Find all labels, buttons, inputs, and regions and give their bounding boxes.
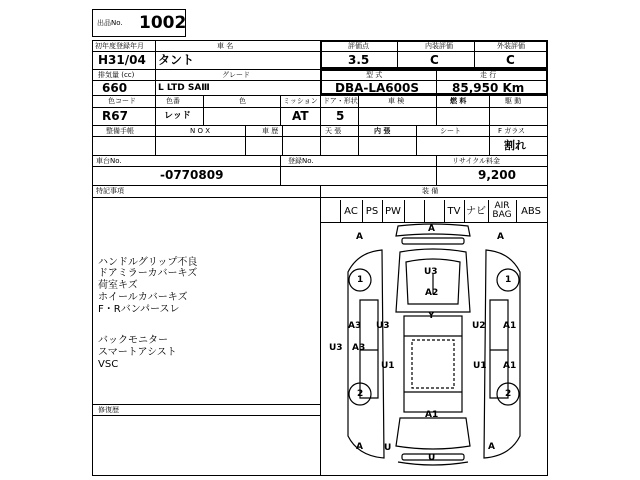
equipment-airbag: AIR BAG	[488, 200, 517, 222]
score-header: 評価点	[348, 42, 369, 50]
score-value: 3.5	[348, 53, 370, 67]
displacement-value: 660	[102, 81, 128, 95]
damage-mark: U3	[424, 267, 438, 277]
seat-header: シート	[440, 127, 461, 135]
fuel-header: 燃 料	[450, 97, 467, 105]
doors-header: ドア・形状	[323, 97, 358, 105]
equipment-navi: ナビ	[464, 200, 489, 222]
damage-mark: U3	[329, 343, 343, 353]
damage-mark: A	[356, 442, 363, 452]
damage-mark: U	[384, 443, 392, 453]
lot-box	[92, 9, 186, 37]
nox-header: N O X	[190, 127, 210, 135]
color-code-header: 色コード	[108, 97, 136, 105]
reg-year-value: H31/04	[98, 53, 146, 67]
roof-header: 天 張	[325, 127, 342, 135]
equipment-ac: AC	[340, 200, 363, 222]
mileage-value: 85,950 Km	[452, 81, 525, 95]
grade-value: L LTD SAⅢ	[158, 83, 210, 93]
model-value: DBA-LA600S	[335, 81, 419, 95]
note-line: F・Rバンパースレ	[98, 304, 180, 315]
recycle-value: 9,200	[478, 168, 516, 182]
mileage-header: 走 行	[480, 71, 497, 79]
maintenance-header: 整備手帳	[106, 127, 134, 135]
exterior-value: C	[506, 53, 515, 67]
note-line: VSC	[98, 359, 119, 370]
color-header: 色	[239, 97, 246, 105]
color-code-value: R67	[102, 109, 128, 123]
damage-mark: A	[356, 232, 363, 242]
equipment-tv: TV	[444, 200, 465, 222]
exterior-header: 外装評価	[497, 42, 525, 50]
damage-mark: A1	[503, 361, 517, 371]
lot-label: 出品No.	[97, 19, 123, 27]
repair-header: 修復歴	[98, 406, 119, 414]
chassis-value: -0770809	[160, 168, 224, 182]
notes-header: 特記事項	[96, 187, 124, 195]
reg-no-header: 登録No.	[288, 157, 314, 165]
damage-mark: 2	[505, 389, 512, 399]
damage-mark: U	[428, 453, 436, 463]
color-value: レッド	[164, 111, 191, 121]
damage-mark: A	[428, 224, 435, 234]
damage-mark: 2	[357, 389, 364, 399]
interior-header: 内装評価	[425, 42, 453, 50]
damage-mark: U1	[381, 361, 395, 371]
equipment-ps: PS	[362, 200, 383, 222]
note-line: ハンドルグリップ不良	[98, 257, 198, 268]
lot-number: 1002	[139, 13, 187, 33]
damage-mark: U3	[376, 321, 390, 331]
inner-cover-header: 内 張	[374, 127, 391, 135]
car-name-value: タント	[158, 53, 195, 67]
damage-mark: U2	[472, 321, 486, 331]
chassis-header: 車台No.	[96, 157, 122, 165]
damage-mark: A3	[348, 321, 362, 331]
equipment-empty-1	[404, 200, 425, 222]
note-line: バックモニター	[98, 335, 168, 346]
recycle-header: リサイクル料金	[452, 157, 501, 165]
damage-mark: Y	[428, 311, 435, 321]
mission-header: ミッション	[283, 97, 318, 105]
note-line: 荷室キズ	[98, 280, 138, 291]
drive-header: 駆 動	[505, 97, 522, 105]
reg-year-header: 初年度登録年月	[95, 42, 144, 50]
damage-mark: A1	[503, 321, 517, 331]
note-line: ドアミラーカバーキズ	[98, 268, 198, 279]
inspection-header: 車 検	[388, 97, 405, 105]
car-name-header: 車 名	[217, 42, 234, 50]
interior-value: C	[430, 53, 439, 67]
equipment-abs: ABS	[521, 205, 541, 217]
note-line: ホイールカバーキズ	[98, 292, 188, 303]
damage-mark: A1	[425, 410, 439, 420]
damage-mark: A2	[425, 288, 439, 298]
damage-mark: A	[497, 232, 504, 242]
f-glass-header: F ガラス	[498, 127, 526, 135]
damage-mark: 1	[357, 275, 364, 285]
equipment-blank	[320, 200, 341, 222]
damage-mark: U1	[473, 361, 487, 371]
color-no-header: 色番	[166, 97, 180, 105]
history-header: 車 歴	[262, 127, 279, 135]
mission-value: AT	[292, 109, 309, 123]
damage-mark: A3	[352, 343, 366, 353]
note-line: スマートアシスト	[98, 347, 177, 358]
doors-value: 5	[336, 109, 345, 123]
model-header: 型 式	[366, 71, 383, 79]
grade-header: グレード	[222, 71, 250, 79]
equipment-empty-2	[424, 200, 445, 222]
damage-mark: A	[488, 442, 495, 452]
displacement-header: 排気量 (cc)	[98, 71, 135, 79]
damage-mark: 1	[505, 275, 512, 285]
equipment-header: 装 備	[422, 187, 439, 195]
f-glass-value: 割れ	[504, 139, 526, 152]
equipment-pw: PW	[382, 200, 405, 222]
